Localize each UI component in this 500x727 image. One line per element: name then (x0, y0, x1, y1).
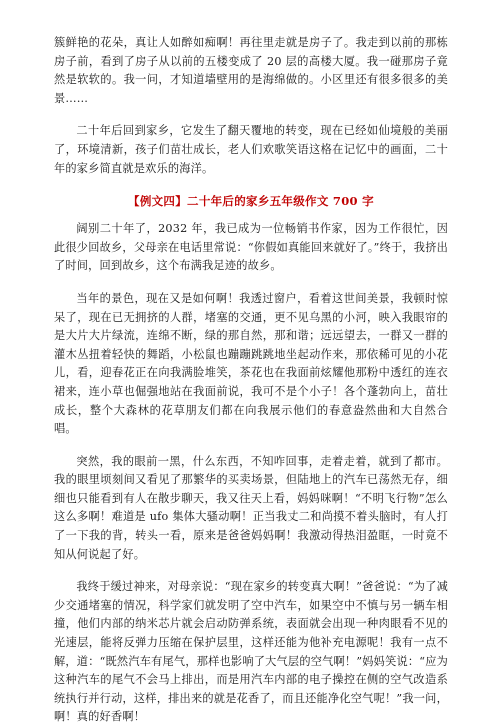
example-heading: 【例文四】二十年后的家乡五年级作文 700 字 (128, 194, 374, 209)
paragraph-4: 当年的景色，现在又是如何啊！我透过窗户，看着这世间美景，我顿时惊呆了，现在已无拥挤的人群，堵塞的交通，更不见乌黑的小河，映入我眼帘的是大片大片绿流，连绵不断，绿的那自然，那和谐；远远望去，一群又一群的灌木丛扭着轻快的舞蹈，小松鼠也蹦蹦跳跳地坐起动作来，那依稀可见的小花儿，看，迎春花正在向我满脸堆笑，茶花也在我面前炫耀他那粉中透红的连衣裙来，连小草也倔强地站在我面前说，我可不是个小子！各个蓬勃向上，苗壮成长，整个大森林的花草朋友们都在向我展示他们的春意盎然曲和大自然合唱。 (54, 291, 448, 436)
paragraph-3: 阔别二十年了，2032 年，我已成为一位畅销书作家，因为工作很忙，因此很少回故乡，父母亲在电话里常说：“你假如真能回来就好了。”终于，我挤出了时间，回到故乡，这个布满我足迹的故乡。 (54, 222, 448, 273)
paragraph-1: 簇鲜艳的花朵，真让人如醉如痴啊！再往里走就是房子了。我走到以前的那栋房子前，看到了房子从以前的五楼变成了 20 层的高楼大厦。我一碰那房子竟然是软软的。我一问，才知道墙壁用的是海绵做的。小区里还有很多很多的美景…… (54, 36, 448, 105)
paragraph-6: 我终于缓过神来，对母亲说：“现在家乡的转变真大啊！”爸爸说：“为了减少交通堵塞的情况，科学家们就发明了空中汽车，如果空中不慎与另一辆车相撞，他们内部的纳米芯片就会启动防弹系统，表面就会出现一种肉眼看不见的光速层，能将反弹力压缩在保护层里，这样还能为他补充电源呢！我有一点不解，道：“既然汽车有尾气，那样也影响了大气层的空气啊！”妈妈笑说：“应为这种汽车的尾气不会马上排出，而是用汽车内部的电子操控在侧的空气改造系统执行并行动，这样，排出来的就是花香了，而且还能净化空气呢！”我一问，啊！真的好香啊！ (54, 580, 448, 724)
paragraph-5: 突然，我的眼前一黑，什么东西，不知咋回事，走着走着，就到了都市。我的眼里顷刻间又看见了那繁华的买卖场景，但陆地上的汽车已荡然无存，细细也只能看到有人在散步聊天，我又往天上看，妈妈咪啊！“不明飞行物”怎么这么多啊！难道是 ufo 集体大骚动啊！正当我丈二和尚摸不着头脑时，有人打了一下我的背，转头一看，原来是爸爸妈妈啊！我激动得热泪盈眶，一时竟不知从何说起了好。 (54, 454, 448, 561)
paragraph-2: 二十年后回到家乡，它发生了翻天覆地的转变，现在已经如仙境般的美丽了，环境清新，孩子们苗壮成长，老人们欢歌笑语这格在记忆中的画面，二十年的家乡简直就是欢乐的海洋。 (54, 124, 448, 175)
